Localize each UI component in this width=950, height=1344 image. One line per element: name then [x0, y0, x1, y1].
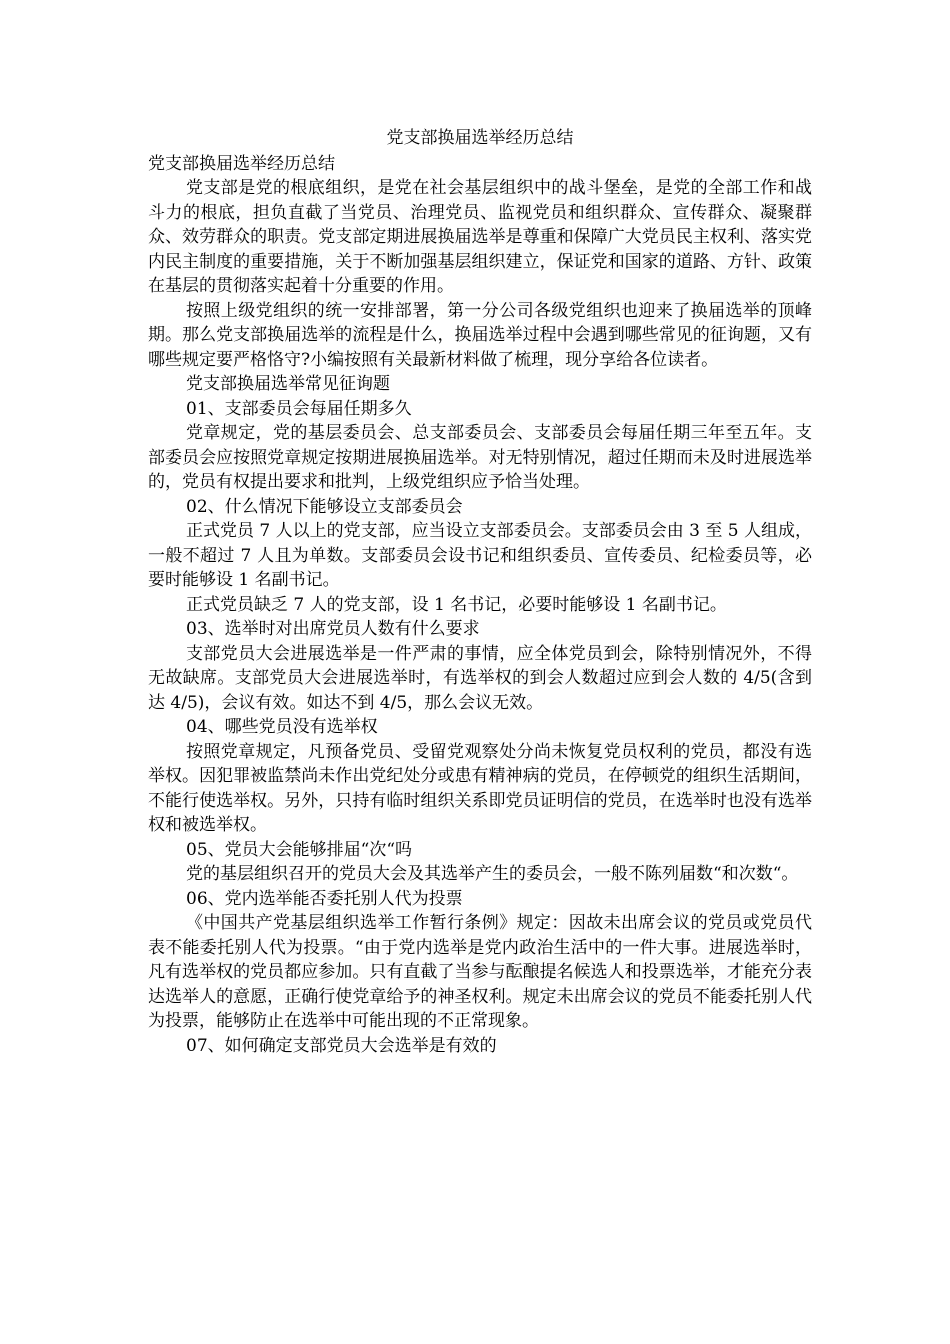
document-body [148, 126, 812, 1058]
paragraph: 正式党员缺乏 7 人的党支部，设 1 名书记，必要时能够设 1 名副书记。 [186, 594, 727, 615]
document-subtitle: 党支部换届选举经历总结 [148, 153, 335, 174]
question-heading: 07、如何确定支部党员大会选举是有效的 [186, 1035, 497, 1056]
document-title: 党支部换届选举经历总结 [386, 128, 574, 148]
question-heading: 02、什么情况下能够设立支部委员会 [186, 496, 463, 517]
question-heading: 04、哪些党员没有选举权 [186, 717, 378, 737]
paragraph: 党章规定，党的基层委员会、总支部委员会、支部委员会每届任期三年至五年。支部委员会应按照党章规定按期进展换届选举。对无特别情况，超过任期而未及时进展选举的，党员有权提出要求和批判，上级党组织应予恰当处理。 [148, 423, 812, 492]
question-heading: 01、支部委员会每届任期多久 [186, 398, 412, 419]
question-heading: 03、选举时对出席党员人数有什么要求 [186, 619, 480, 639]
paragraph: 《中国共产党基层组织选举工作暂行条例》规定：因故未出席会议的党员或党员代表不能委托别人代为投票。“由于党内选举是党内政治生活中的一件大事。进展选举时，凡有选举权的党员都应参加。只有直截了当参与酝酿提名候选人和投票选举，才能充分表达选举人的意愿，正确行使党章给予的神圣权利。规定未出席会议的党员不能委托别人代为投票，能够防止在选举中可能出现的不正常现象。 [148, 913, 812, 1031]
paragraph: 支部党员大会进展选举是一件严肃的事情，应全体党员到会，除特别情况外，不得无故缺席。支部党员大会进展选举时，有选举权的到会人数超过应到会人数的 4/5(含到达 4/5)，会议有效。如达不到 4/5，那么会议无效。 [148, 643, 812, 713]
section-heading: 党支部换届选举常见征询题 [186, 374, 390, 394]
paragraph: 正式党员 7 人以上的党支部，应当设立支部委员会。支部委员会由 3 至 5 人组成，一般不超过 7 人且为单数。支部委员会设书记和组织委员、宣传委员、纪检委员等，必要时能够设 1 名副书记。 [148, 521, 812, 590]
paragraph: 按照上级党组织的统一安排部署，第一分公司各级党组织也迎来了换届选举的顶峰期。那么党支部换届选举的流程是什么，换届选举过程中会遇到哪些常见的征询题，又有哪些规定要严格恪守?小编按照有关最新材料做了梳理，现分享给各位读者。 [148, 300, 812, 370]
question-heading: 06、党内选举能否委托别人代为投票 [186, 888, 463, 909]
paragraph: 按照党章规定，凡预备党员、受留党观察处分尚未恢复党员权利的党员，都没有选举权。因犯罪被监禁尚未作出党纪处分或患有精神病的党员，在停顿党的组织生活期间，不能行使选举权。另外，只持有临时组织关系即党员证明信的党员，在选举时也没有选举权和被选举权。 [148, 741, 812, 835]
paragraph: 党支部是党的根底组织，是党在社会基层组织中的战斗堡垒，是党的全部工作和战斗力的根底，担负直截了当党员、治理党员、监视党员和组织群众、宣传群众、凝聚群众、效劳群众的职责。党支部定期进展换届选举是尊重和保障广大党员民主权利、落实党内民主制度的重要措施，关于不断加强基层组织建立，保证党和国家的道路、方针、政策在基层的贯彻落实起着十分重要的作用。 [148, 178, 812, 296]
question-heading: 05、党员大会能够排届“次“吗 [186, 839, 413, 860]
paragraph: 党的基层组织召开的党员大会及其选举产生的委员会，一般不陈列届数“和次数“。 [186, 864, 799, 884]
